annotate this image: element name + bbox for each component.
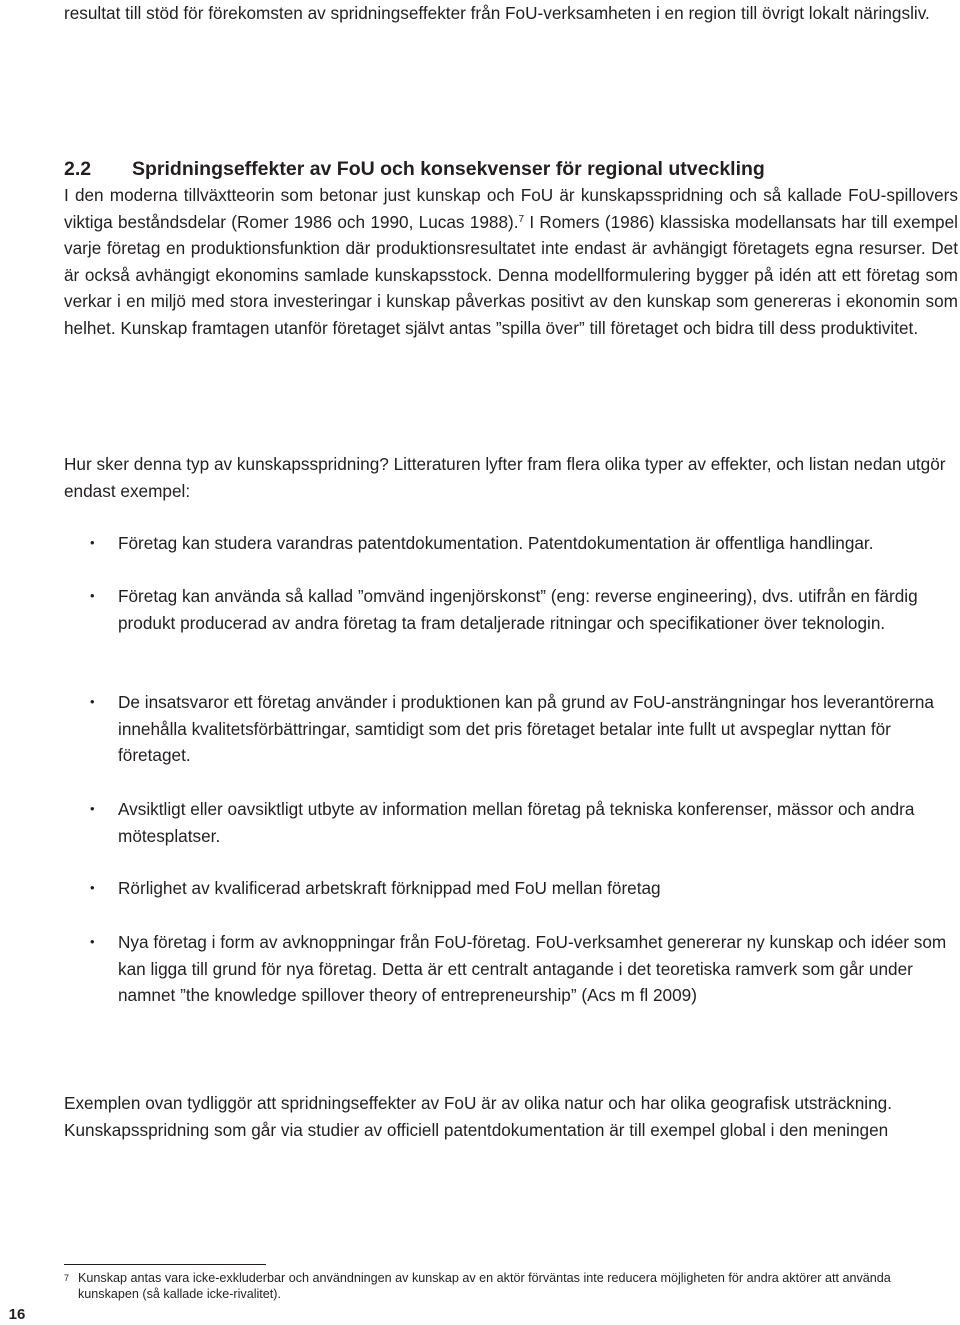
list-item xyxy=(90,530,954,557)
section-body-part1: I den moderna tillväxtteorin som betonar just kunskap och FoU är kunskapsspridning och så kallade FoU-spillovers viktiga beståndsdelar (Romer 1986 och 1990, Lucas 1988). xyxy=(64,185,958,232)
list-item xyxy=(90,929,954,1009)
section-body xyxy=(64,182,958,341)
bullet-icon: • xyxy=(90,535,95,550)
footnote xyxy=(64,1270,954,1302)
section-heading xyxy=(64,155,765,183)
footnote-number: 7 xyxy=(64,1273,70,1283)
bullet-icon: • xyxy=(90,880,95,895)
footnote-text: Kunskap antas vara icke-exkluderbar och användningen av kunskap av en aktör förväntas inte reducera möjligheten för andra aktörer att använda kunskapen (så kallade icke-rivalitet). xyxy=(78,1271,891,1301)
intro-fragment: resultat till stöd för förekomsten av spridningseffekter från FoU-verksamheten i en region till övrigt lokalt näringsliv. xyxy=(64,3,930,23)
footnote-reference[interactable]: 7 xyxy=(518,213,525,225)
list-item xyxy=(90,689,954,769)
section-body-part2: I Romers (1986) klassiska modellansats har till exempel varje företag en produktionsfunktion där produktionsresultatet inte endast är avhängigt företagets egna resurser. Det är också avhängigt ekonomins samlade kunskapsstock. Denna modellformulering bygger på idén att ett företag som verkar i en miljö med stora investeringar i kunskap påverkas positivt av den kunskap som genereras i ekonomin som helhet. Kunskap framtagen utanför företaget självt antas ”spilla över” till företaget och bidra till dess produktivitet. xyxy=(64,211,958,338)
section-number: 2.2 xyxy=(64,158,92,180)
question-paragraph: Hur sker denna typ av kunskapsspridning? Litteraturen lyfter fram flera olika typer av effekter, och listan nedan utgör endast exempel: xyxy=(64,454,946,501)
page-number: 16 xyxy=(8,1306,26,1323)
bullet-icon: • xyxy=(90,588,95,603)
list-item xyxy=(90,875,954,902)
list-item-text: De insatsvaror ett företag använder i produktionen kan på grund av FoU-ansträngningar hos leverantörerna innehålla kvalitetsförbättringar, samtidigt som det pris företaget betalar inte fullt ut avspeglar nyttan för företaget. xyxy=(118,692,934,765)
closing-paragraph: Exemplen ovan tydliggör att spridningseffekter av FoU är av olika natur och har olika geografisk utsträckning. Kunskapsspridning som går via studier av officiell patentdokumentation är till exempel global i den meningen xyxy=(64,1093,892,1140)
bullet-icon: • xyxy=(90,801,95,816)
footnote-divider xyxy=(64,1264,266,1265)
list-item-text: Nya företag i form av avknoppningar från FoU-företag. FoU-verksamhet genererar ny kunskap och idéer som kan ligga till grund för nya företag. Detta är ett centralt antagande i det teoretiska ramverk som går under namnet ”the knowledge spillover theory of entrepreneurship” (Acs m fl 2009) xyxy=(118,932,947,1005)
list-item xyxy=(90,583,954,636)
list-item-text: Företag kan använda så kallad ”omvänd ingenjörskonst” (eng: reverse engineering), dvs. utifrån en färdig produkt producerad av andra företag ta fram detaljerade ritningar och specifikationer över teknologin. xyxy=(118,586,918,633)
section-title: Spridningseffekter av FoU och konsekvenser för regional utveckling xyxy=(132,158,765,180)
list-item-text: Rörlighet av kvalificerad arbetskraft förknippad med FoU mellan företag xyxy=(118,878,661,898)
bullet-icon: • xyxy=(90,694,95,709)
list-item xyxy=(90,796,954,849)
bullet-icon: • xyxy=(90,934,95,949)
list-item-text: Företag kan studera varandras patentdokumentation. Patentdokumentation är offentliga handlingar. xyxy=(118,533,874,553)
list-item-text: Avsiktligt eller oavsiktligt utbyte av information mellan företag på tekniska konferenser, mässor och andra mötesplatser. xyxy=(118,799,915,846)
